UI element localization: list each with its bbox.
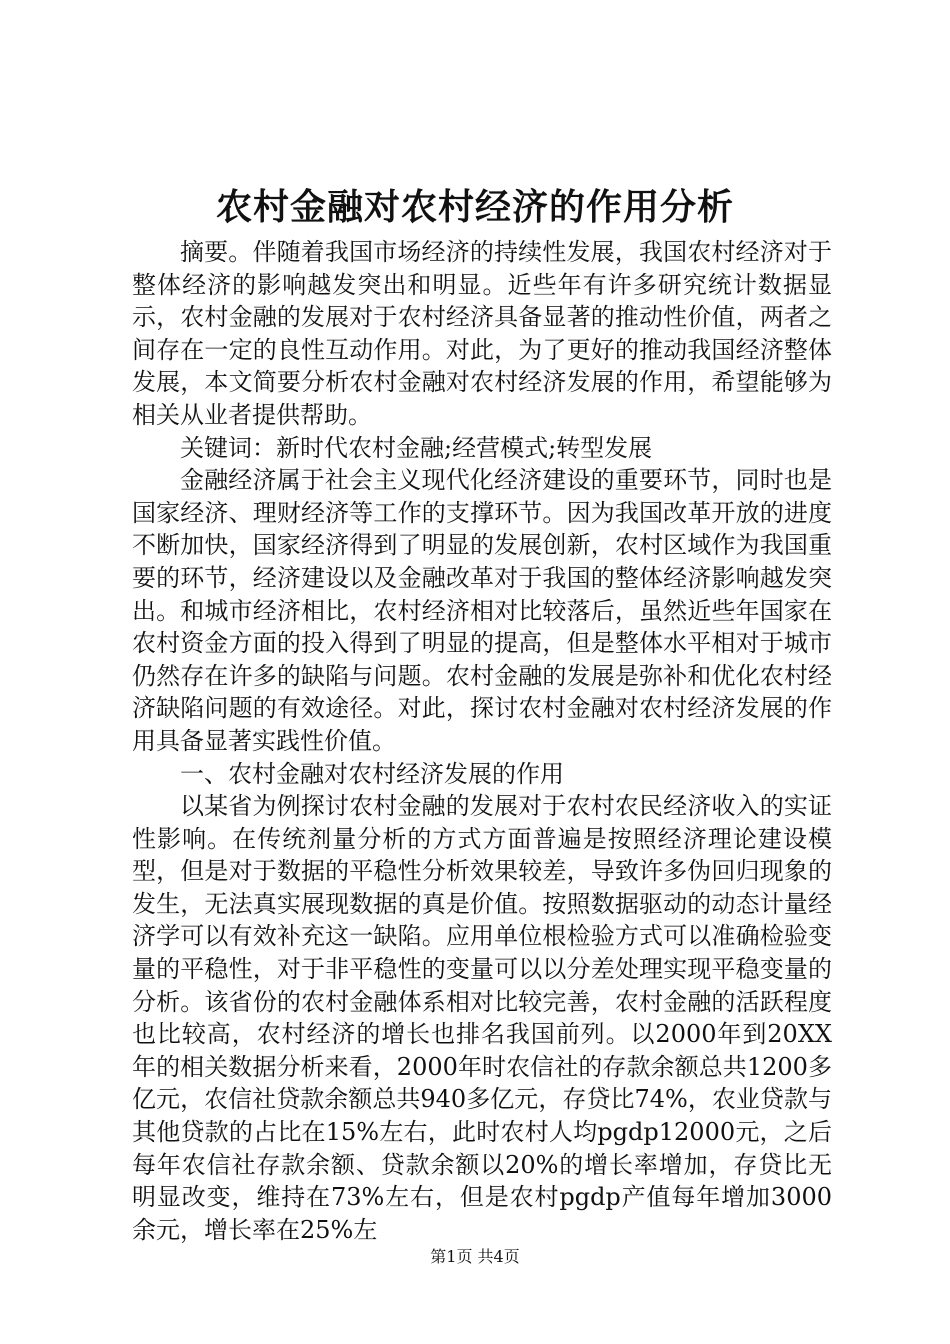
document-title: 农村金融对农村经济的作用分析 — [215, 187, 734, 228]
keywords-paragraph: 关键词：新时代农村金融;经营模式;转型发展 — [180, 433, 653, 462]
abstract-paragraph: 摘要。伴随着我国市场经济的持续性发展，我国农村经济对于整体经济的影响越发突出和明显。近些年有许多研究统计数据显示，农村金融的发展对于农村经济具备显著的推动性价值，两者之间存在一定的良性互动作用。对此，为了更好的推动我国经济整体发展，本文简要分析农村金融对农村经济发展的作用，希望能够为相关从业者提供帮助。 — [132, 238, 832, 429]
section-heading: 一、农村金融对农村经济发展的作用 — [180, 759, 564, 788]
intro-paragraph: 金融经济属于社会主义现代化经济建设的重要环节，同时也是国家经济、理财经济等工作的支撑环节。因为我国改革开放的进度不断加快，国家经济得到了明显的发展创新，农村区域作为我国重要的环节，经济建设以及金融改革对于我国的整体经济影响越发突出。和城市经济相比，农村经济相对比较落后，虽然近些年国家在农村资金方面的投入得到了明显的提高，但是整体水平相对于城市仍然存在许多的缺陷与问题。农村金融的发展是弥补和优化农村经济缺陷问题的有效途径。对此，探讨农村金融对农村经济发展的作用具备显著实践性价值。 — [132, 466, 832, 755]
page-footer: 第1页 共4页 — [430, 1247, 520, 1266]
section-paragraph: 以某省为例探讨农村金融的发展对于农村农民经济收入的实证性影响。在传统剂量分析的方式方面普遍是按照经济理论建设模型，但是对于数据的平稳性分析效果较差，导致许多伪回归现象的发生，无法真实展现数据的真是价值。按照数据驱动的动态计量经济学可以有效补充这一缺陷。应用单位根检验方式可以准确检验变量的平稳性，对于非平稳性的变量可以以分差处理实现平稳变量的分析。该省份的农村金融体系相对比较完善，农村金融的活跃程度也比较高，农村经济的增长也排名我国前列。以2000年到20XX年的相关数据分析来看，2000年时农信社的存款余额总共1200多亿元，农信社贷款余额总共940多亿元，存贷比74%，农业贷款与其他贷款的占比在15%左右，此时农村人均pgdp12000元，之后每年农信社存款余额、贷款余额以20%的增长率增加，存贷比无明显改变，维持在73%左右，但是农村pgdp产值每年增加3000余元，增长率在25%左 — [132, 792, 832, 1244]
document-body — [132, 236, 832, 1246]
